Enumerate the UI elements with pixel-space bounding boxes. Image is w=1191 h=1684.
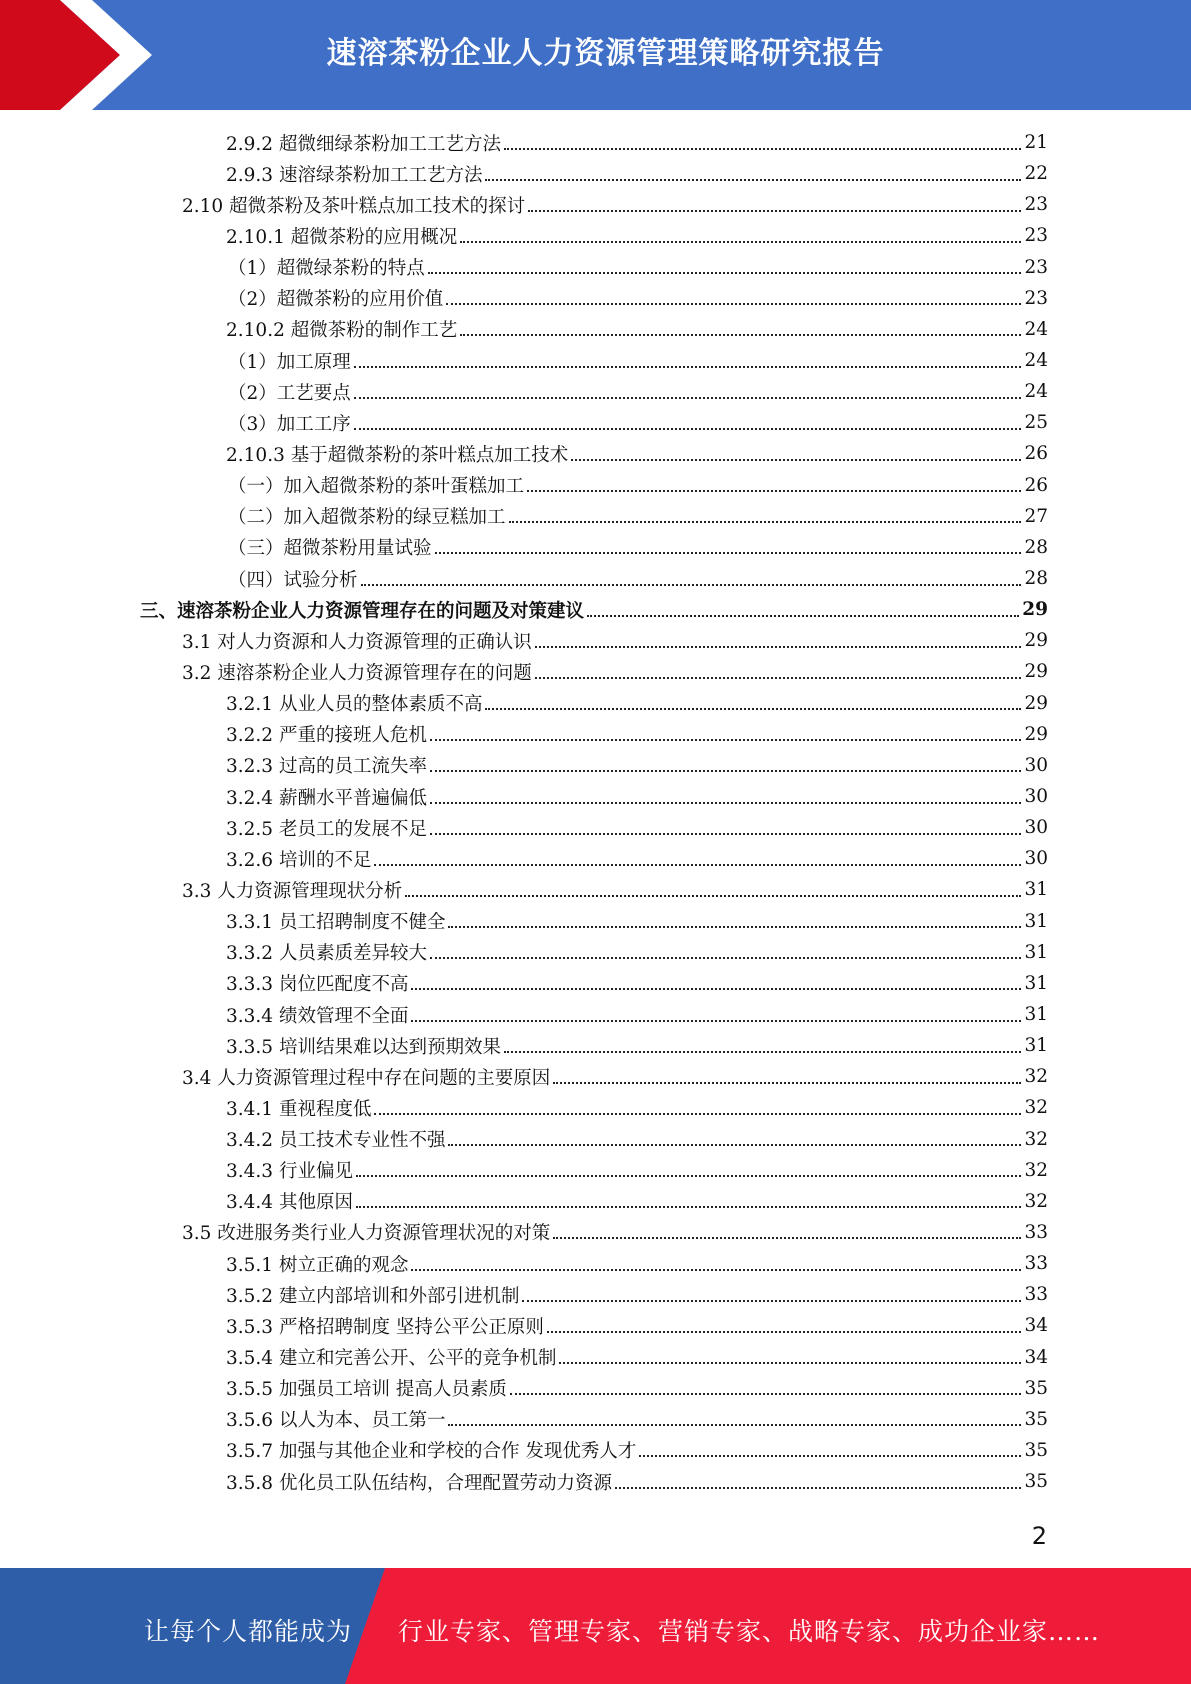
toc-entry-title: 3.2 速溶茶粉企业人力资源管理存在的问题 bbox=[182, 662, 532, 684]
toc-entry-title: 3.5.2 建立内部培训和外部引进机制 bbox=[226, 1285, 520, 1307]
toc-dot-leader bbox=[639, 1455, 1021, 1457]
toc-dot-leader bbox=[430, 802, 1021, 804]
toc-entry-page: 32 bbox=[1024, 1128, 1048, 1150]
toc-entry[interactable] bbox=[140, 158, 1048, 189]
toc-entry-title: 3.2.3 过高的员工流失率 bbox=[226, 756, 427, 778]
toc-entry-title: 3.5.5 加强员工培训 提高人员素质 bbox=[226, 1379, 507, 1401]
toc-entry-page: 31 bbox=[1024, 910, 1048, 932]
toc-entry[interactable] bbox=[140, 1186, 1048, 1217]
toc-dot-leader bbox=[528, 210, 1021, 212]
toc-dot-leader bbox=[354, 397, 1022, 399]
toc-entry[interactable] bbox=[140, 999, 1048, 1030]
toc-entry[interactable] bbox=[140, 345, 1048, 376]
toc-entry-title: 3.4.2 员工技术专业性不强 bbox=[226, 1130, 446, 1152]
toc-entry[interactable] bbox=[140, 937, 1048, 968]
toc-entry-title: 3.3.2 人员素质差异较大 bbox=[226, 943, 427, 965]
page-footer bbox=[0, 1568, 1191, 1684]
toc-entry-title: 3.2.2 严重的接班人危机 bbox=[226, 725, 427, 747]
toc-entry[interactable] bbox=[140, 1061, 1048, 1092]
toc-entry-title: （1）加工原理 bbox=[228, 351, 351, 373]
toc-dot-leader bbox=[504, 148, 1021, 150]
toc-entry-title: 2.9.3 速溶绿茶粉加工工艺方法 bbox=[226, 164, 483, 186]
page-header bbox=[0, 0, 1191, 110]
toc-entry-title: （1）超微绿茶粉的特点 bbox=[228, 258, 425, 280]
toc-entry[interactable] bbox=[140, 656, 1048, 687]
toc-entry-page: 31 bbox=[1024, 1004, 1048, 1025]
toc-dot-leader bbox=[547, 1331, 1022, 1333]
toc-entry-page: 29 bbox=[1024, 661, 1048, 683]
toc-entry[interactable] bbox=[140, 1310, 1048, 1341]
toc-entry-title: 2.10.3 基于超微茶粉的茶叶糕点加工技术 bbox=[226, 444, 569, 466]
toc-entry[interactable] bbox=[140, 1124, 1048, 1155]
toc-entry[interactable] bbox=[140, 812, 1048, 843]
toc-entry[interactable] bbox=[140, 563, 1048, 594]
toc-dot-leader bbox=[361, 584, 1022, 586]
toc-entry-page: 33 bbox=[1024, 1284, 1048, 1306]
toc-entry[interactable] bbox=[140, 874, 1048, 905]
toc-entry-title: 2.10.1 超微茶粉的应用概况 bbox=[226, 226, 458, 248]
toc-entry[interactable] bbox=[140, 127, 1048, 158]
toc-entry-page: 32 bbox=[1024, 1066, 1048, 1088]
toc-entry-title: 3.4.4 其他原因 bbox=[226, 1192, 353, 1214]
toc-dot-leader bbox=[356, 1175, 1022, 1177]
toc-dot-leader bbox=[354, 428, 1022, 430]
table-of-contents bbox=[140, 127, 1048, 1497]
toc-dot-leader bbox=[446, 303, 1021, 305]
toc-dot-leader bbox=[448, 1424, 1021, 1426]
toc-dot-leader bbox=[535, 646, 1022, 648]
toc-entry-title: （三）超微茶粉用量试验 bbox=[228, 538, 432, 560]
toc-entry-page: 31 bbox=[1024, 879, 1048, 901]
toc-entry[interactable] bbox=[140, 750, 1048, 781]
toc-entry-page: 34 bbox=[1024, 1346, 1048, 1368]
toc-dot-leader bbox=[430, 833, 1021, 835]
toc-entry-title: 3.2.4 薪酬水平普遍偏低 bbox=[226, 787, 427, 809]
toc-entry-page: 31 bbox=[1024, 972, 1048, 994]
toc-entry-title: 3.2.6 培训的不足 bbox=[226, 849, 372, 871]
toc-dot-leader bbox=[374, 1113, 1021, 1115]
toc-entry-page: 25 bbox=[1024, 412, 1048, 434]
toc-dot-leader bbox=[460, 241, 1021, 243]
toc-entry-title: 3.5.7 加强与其他企业和学校的合作 发现优秀人才 bbox=[226, 1441, 637, 1463]
toc-entry-title: 2.10 超微茶粉及茶叶糕点加工技术的探讨 bbox=[182, 195, 526, 217]
footer-slogan-right: 行业专家、管理专家、营销专家、战略专家、成功企业家…… bbox=[398, 1617, 1101, 1646]
toc-entry-title: 2.10.2 超微茶粉的制作工艺 bbox=[226, 320, 458, 342]
toc-dot-leader bbox=[485, 179, 1021, 181]
toc-entry-page: 26 bbox=[1024, 474, 1048, 496]
footer-slogan-left: 让每个人都能成为 bbox=[144, 1617, 353, 1646]
toc-dot-leader bbox=[428, 272, 1022, 274]
toc-entry[interactable] bbox=[140, 1217, 1048, 1248]
toc-entry[interactable] bbox=[140, 438, 1048, 469]
toc-entry-page: 35 bbox=[1024, 1471, 1048, 1493]
toc-entry-page: 28 bbox=[1024, 536, 1048, 558]
toc-entry-page: 24 bbox=[1024, 381, 1048, 403]
toc-entry-title: 3.3.5 培训结果难以达到预期效果 bbox=[226, 1036, 501, 1058]
toc-entry-title: 3.5.3 严格招聘制度 坚持公平公正原则 bbox=[226, 1316, 544, 1338]
toc-entry-title: （四）试验分析 bbox=[228, 569, 358, 591]
toc-entry-page: 31 bbox=[1024, 1035, 1048, 1057]
toc-entry-title: 3.3 人力资源管理现状分析 bbox=[182, 880, 403, 902]
toc-entry[interactable] bbox=[140, 470, 1048, 501]
toc-entry[interactable] bbox=[140, 594, 1048, 625]
toc-dot-leader bbox=[522, 1300, 1021, 1302]
toc-entry[interactable] bbox=[140, 1466, 1048, 1497]
toc-entry-page: 28 bbox=[1024, 568, 1048, 590]
toc-dot-leader bbox=[448, 1144, 1021, 1146]
toc-entry-page: 29 bbox=[1022, 599, 1048, 621]
toc-dot-leader bbox=[430, 957, 1021, 959]
toc-dot-leader bbox=[559, 1362, 1021, 1364]
toc-entry-page: 32 bbox=[1024, 1097, 1048, 1119]
toc-dot-leader bbox=[411, 988, 1021, 990]
toc-dot-leader bbox=[354, 366, 1022, 368]
toc-entry-page: 32 bbox=[1024, 1159, 1048, 1181]
toc-entry-title: 3.5.8 优化员工队伍结构，合理配置劳动力资源 bbox=[226, 1472, 612, 1494]
toc-entry[interactable] bbox=[140, 688, 1048, 719]
toc-entry-title: （2）工艺要点 bbox=[228, 382, 351, 404]
toc-entry-title: 2.9.2 超微细绿茶粉加工工艺方法 bbox=[226, 133, 501, 155]
toc-entry-page: 34 bbox=[1024, 1315, 1048, 1337]
toc-entry[interactable] bbox=[140, 189, 1048, 220]
toc-dot-leader bbox=[587, 615, 1019, 617]
toc-dot-leader bbox=[535, 677, 1022, 679]
toc-entry-page: 30 bbox=[1024, 817, 1048, 839]
toc-entry-title: 3.4 人力资源管理过程中存在问题的主要原因 bbox=[182, 1067, 551, 1089]
toc-entry[interactable] bbox=[140, 283, 1048, 314]
toc-entry-title: 3.5 改进服务类行业人力资源管理状况的对策 bbox=[182, 1223, 551, 1245]
toc-entry-page: 30 bbox=[1024, 786, 1048, 808]
toc-dot-leader bbox=[460, 334, 1021, 336]
toc-entry-page: 29 bbox=[1024, 630, 1048, 652]
toc-entry-page: 27 bbox=[1024, 505, 1048, 527]
toc-entry[interactable] bbox=[140, 220, 1048, 251]
toc-entry[interactable] bbox=[140, 376, 1048, 407]
toc-entry-page: 29 bbox=[1024, 692, 1048, 714]
toc-entry-page: 30 bbox=[1024, 848, 1048, 870]
toc-entry[interactable] bbox=[140, 625, 1048, 656]
toc-dot-leader bbox=[553, 1237, 1021, 1239]
toc-entry[interactable] bbox=[140, 1030, 1048, 1061]
toc-entry-page: 23 bbox=[1024, 225, 1048, 247]
toc-entry-page: 35 bbox=[1024, 1439, 1048, 1461]
toc-entry[interactable] bbox=[140, 1155, 1048, 1186]
toc-entry-page: 23 bbox=[1024, 194, 1048, 216]
toc-entry-title: （2）超微茶粉的应用价值 bbox=[228, 289, 444, 311]
toc-entry-page: 35 bbox=[1024, 1377, 1048, 1399]
toc-dot-leader bbox=[430, 770, 1021, 772]
toc-entry[interactable] bbox=[140, 1404, 1048, 1435]
toc-entry-title: 3.1 对人力资源和人力资源管理的正确认识 bbox=[182, 631, 532, 653]
toc-dot-leader bbox=[430, 739, 1021, 741]
toc-dot-leader bbox=[448, 926, 1021, 928]
toc-entry-title: （一）加入超微茶粉的茶叶蛋糕加工 bbox=[228, 476, 525, 498]
toc-entry-title: 3.3.3 岗位匹配度不高 bbox=[226, 974, 409, 996]
toc-entry[interactable] bbox=[140, 1373, 1048, 1404]
toc-entry[interactable] bbox=[140, 1279, 1048, 1310]
toc-entry-page: 21 bbox=[1024, 132, 1048, 154]
toc-entry-page: 23 bbox=[1024, 256, 1048, 278]
toc-entry-title: 3.2.1 从业人员的整体素质不高 bbox=[226, 694, 483, 716]
toc-dot-leader bbox=[356, 1206, 1022, 1208]
toc-entry-title: 3.5.6 以人为本、员工第一 bbox=[226, 1410, 446, 1432]
toc-entry-title: 3.3.1 员工招聘制度不健全 bbox=[226, 912, 446, 934]
toc-dot-leader bbox=[485, 708, 1021, 710]
toc-dot-leader bbox=[527, 490, 1021, 492]
toc-entry-title: （二）加入超微茶粉的绿豆糕加工 bbox=[228, 507, 506, 529]
toc-entry-page: 31 bbox=[1024, 941, 1048, 963]
toc-entry[interactable] bbox=[140, 532, 1048, 563]
toc-entry[interactable] bbox=[140, 719, 1048, 750]
toc-entry-page: 24 bbox=[1024, 350, 1048, 372]
toc-entry-page: 33 bbox=[1024, 1253, 1048, 1275]
toc-dot-leader bbox=[553, 1082, 1021, 1084]
toc-dot-leader bbox=[509, 521, 1022, 523]
toc-entry-title: 三、速溶茶粉企业人力资源管理存在的问题及对策建议 bbox=[140, 600, 585, 622]
toc-entry-title: 3.5.1 树立正确的观念 bbox=[226, 1254, 409, 1276]
toc-entry[interactable] bbox=[140, 407, 1048, 438]
toc-entry-title: 3.4.1 重视程度低 bbox=[226, 1098, 372, 1120]
toc-entry-title: 3.2.5 老员工的发展不足 bbox=[226, 818, 427, 840]
toc-entry-page: 29 bbox=[1024, 723, 1048, 745]
toc-entry-title: （3）加工工序 bbox=[228, 413, 351, 435]
toc-dot-leader bbox=[615, 1487, 1021, 1489]
toc-entry-page: 32 bbox=[1024, 1190, 1048, 1212]
toc-dot-leader bbox=[510, 1393, 1022, 1395]
toc-dot-leader bbox=[411, 1269, 1021, 1271]
toc-entry-page: 30 bbox=[1024, 754, 1048, 776]
toc-entry[interactable] bbox=[140, 781, 1048, 812]
toc-entry-page: 23 bbox=[1024, 287, 1048, 309]
toc-entry[interactable] bbox=[140, 1248, 1048, 1279]
toc-entry[interactable] bbox=[140, 906, 1048, 937]
toc-dot-leader bbox=[571, 459, 1021, 461]
toc-entry-page: 22 bbox=[1024, 163, 1048, 185]
toc-entry[interactable] bbox=[140, 252, 1048, 283]
toc-entry[interactable] bbox=[140, 1341, 1048, 1372]
toc-dot-leader bbox=[411, 1020, 1021, 1022]
toc-entry[interactable] bbox=[140, 843, 1048, 874]
toc-dot-leader bbox=[374, 864, 1021, 866]
toc-entry-page: 24 bbox=[1024, 318, 1048, 340]
toc-entry[interactable] bbox=[140, 314, 1048, 345]
document-title: 速溶茶粉企业人力资源管理策略研究报告 bbox=[326, 36, 885, 71]
toc-entry[interactable] bbox=[140, 968, 1048, 999]
toc-entry[interactable] bbox=[140, 1435, 1048, 1466]
toc-entry-page: 26 bbox=[1024, 443, 1048, 465]
toc-entry[interactable] bbox=[140, 1092, 1048, 1123]
page-number: 2 bbox=[1031, 1522, 1047, 1550]
toc-dot-leader bbox=[504, 1051, 1021, 1053]
toc-dot-leader bbox=[405, 895, 1021, 897]
toc-entry-title: 3.4.3 行业偏见 bbox=[226, 1161, 353, 1183]
toc-entry-page: 35 bbox=[1024, 1408, 1048, 1430]
toc-entry-title: 3.3.4 绩效管理不全面 bbox=[226, 1005, 409, 1027]
toc-dot-leader bbox=[435, 552, 1022, 554]
toc-entry-title: 3.5.4 建立和完善公开、公平的竞争机制 bbox=[226, 1348, 557, 1370]
toc-entry[interactable] bbox=[140, 501, 1048, 532]
toc-entry-page: 33 bbox=[1024, 1221, 1048, 1243]
